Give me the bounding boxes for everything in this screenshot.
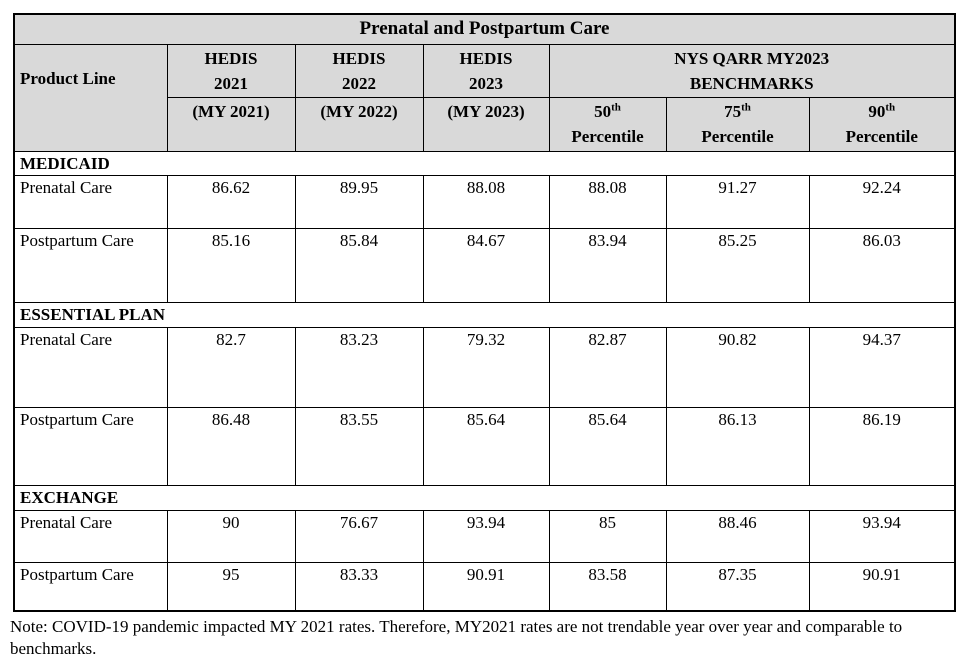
ordinal-suffix: th bbox=[885, 100, 896, 113]
cell-value: 89.95 bbox=[295, 175, 423, 228]
cell-value: 83.58 bbox=[549, 562, 666, 611]
section-name: MEDICAID bbox=[14, 151, 955, 175]
cell-value: 83.23 bbox=[295, 327, 423, 407]
cell-value: 84.67 bbox=[423, 228, 549, 302]
cell-value: 82.87 bbox=[549, 327, 666, 407]
cell-value: 85 bbox=[549, 510, 666, 562]
cell-value: 90.82 bbox=[666, 327, 809, 407]
cell-value: 88.08 bbox=[549, 175, 666, 228]
percentile-90-label: Percentile bbox=[845, 126, 918, 146]
row-exchange-postpartum bbox=[14, 562, 955, 611]
row-label: Postpartum Care bbox=[14, 407, 167, 485]
cell-value: 86.62 bbox=[167, 175, 295, 228]
hedis-2021-line2: 2021 bbox=[214, 73, 248, 93]
cell-value: 87.35 bbox=[666, 562, 809, 611]
table-title-row bbox=[14, 14, 955, 44]
hedis-2023-line1: HEDIS bbox=[459, 48, 513, 68]
benchmarks-line1: NYS QARR MY2023 bbox=[674, 48, 830, 68]
percentile-90-number: 90th bbox=[868, 100, 896, 121]
ordinal-suffix: th bbox=[741, 100, 751, 113]
section-name: EXCHANGE bbox=[14, 485, 955, 510]
section-name: ESSENTIAL PLAN bbox=[14, 302, 955, 327]
row-label: Prenatal Care bbox=[14, 175, 167, 228]
cell-value: 79.32 bbox=[423, 327, 549, 407]
cell-value: 85.64 bbox=[549, 407, 666, 485]
cell-value: 83.55 bbox=[295, 407, 423, 485]
section-header-exchange bbox=[14, 485, 955, 510]
subheader-75th-percentile bbox=[666, 97, 809, 151]
row-medicaid-postpartum bbox=[14, 228, 955, 302]
col-header-benchmarks bbox=[549, 44, 955, 97]
cell-value: 85.64 bbox=[423, 407, 549, 485]
hedis-2023-line2: 2023 bbox=[469, 73, 503, 93]
table-note: Note: COVID-19 pandemic impacted MY 2021 rates. Therefore, MY2021 rates are not trendable year over year and comparable to benchmarks. bbox=[10, 617, 903, 658]
benchmarks-line2: BENCHMARKS bbox=[689, 73, 814, 93]
cell-value: 95 bbox=[167, 562, 295, 611]
cell-value: 85.25 bbox=[666, 228, 809, 302]
section-header-medicaid bbox=[14, 151, 955, 175]
percentile-50-number: 50th bbox=[594, 100, 621, 121]
cell-value: 93.94 bbox=[423, 510, 549, 562]
cell-value: 86.13 bbox=[666, 407, 809, 485]
cell-value: 91.27 bbox=[666, 175, 809, 228]
row-exchange-prenatal bbox=[14, 510, 955, 562]
row-medicaid-prenatal bbox=[14, 175, 955, 228]
row-label: Postpartum Care bbox=[14, 562, 167, 611]
cell-value: 76.67 bbox=[295, 510, 423, 562]
cell-value: 82.7 bbox=[167, 327, 295, 407]
hedis-2022-line1: HEDIS bbox=[332, 48, 386, 68]
header-row-1 bbox=[14, 44, 955, 97]
prenatal-postpartum-care-table bbox=[13, 13, 956, 612]
cell-value: 90.91 bbox=[423, 562, 549, 611]
cell-value: 92.24 bbox=[809, 175, 955, 228]
hedis-2021-line1: HEDIS bbox=[204, 48, 258, 68]
row-essential-plan-prenatal bbox=[14, 327, 955, 407]
col-header-hedis-2021 bbox=[167, 44, 295, 97]
row-label: Postpartum Care bbox=[14, 228, 167, 302]
subheader-50th-percentile bbox=[549, 97, 666, 151]
section-header-essential-plan bbox=[14, 302, 955, 327]
col-header-hedis-2023 bbox=[423, 44, 549, 97]
row-label: Prenatal Care bbox=[14, 510, 167, 562]
col-header-hedis-2022 bbox=[295, 44, 423, 97]
ordinal-suffix: th bbox=[611, 100, 621, 113]
row-essential-plan-postpartum bbox=[14, 407, 955, 485]
cell-value: 90.91 bbox=[809, 562, 955, 611]
cell-value: 88.08 bbox=[423, 175, 549, 228]
cell-value: 88.46 bbox=[666, 510, 809, 562]
percentile-75-number: 75th bbox=[724, 100, 751, 121]
cell-value: 83.33 bbox=[295, 562, 423, 611]
subheader-90th-percentile bbox=[809, 97, 955, 151]
percentile-75-label: Percentile bbox=[701, 126, 774, 146]
cell-value: 85.16 bbox=[167, 228, 295, 302]
subheader-my2022: (MY 2022) bbox=[295, 97, 423, 151]
cell-value: 85.84 bbox=[295, 228, 423, 302]
cell-value: 86.19 bbox=[809, 407, 955, 485]
col-header-product-line: Product Line bbox=[14, 44, 167, 151]
subheader-my2021: (MY 2021) bbox=[167, 97, 295, 151]
cell-value: 93.94 bbox=[809, 510, 955, 562]
cell-value: 86.48 bbox=[167, 407, 295, 485]
hedis-2022-line2: 2022 bbox=[342, 73, 376, 93]
cell-value: 83.94 bbox=[549, 228, 666, 302]
row-label: Prenatal Care bbox=[14, 327, 167, 407]
cell-value: 86.03 bbox=[809, 228, 955, 302]
table-title: Prenatal and Postpartum Care bbox=[14, 14, 955, 44]
percentile-50-label: Percentile bbox=[571, 126, 644, 146]
cell-value: 94.37 bbox=[809, 327, 955, 407]
subheader-my2023: (MY 2023) bbox=[423, 97, 549, 151]
cell-value: 90 bbox=[167, 510, 295, 562]
